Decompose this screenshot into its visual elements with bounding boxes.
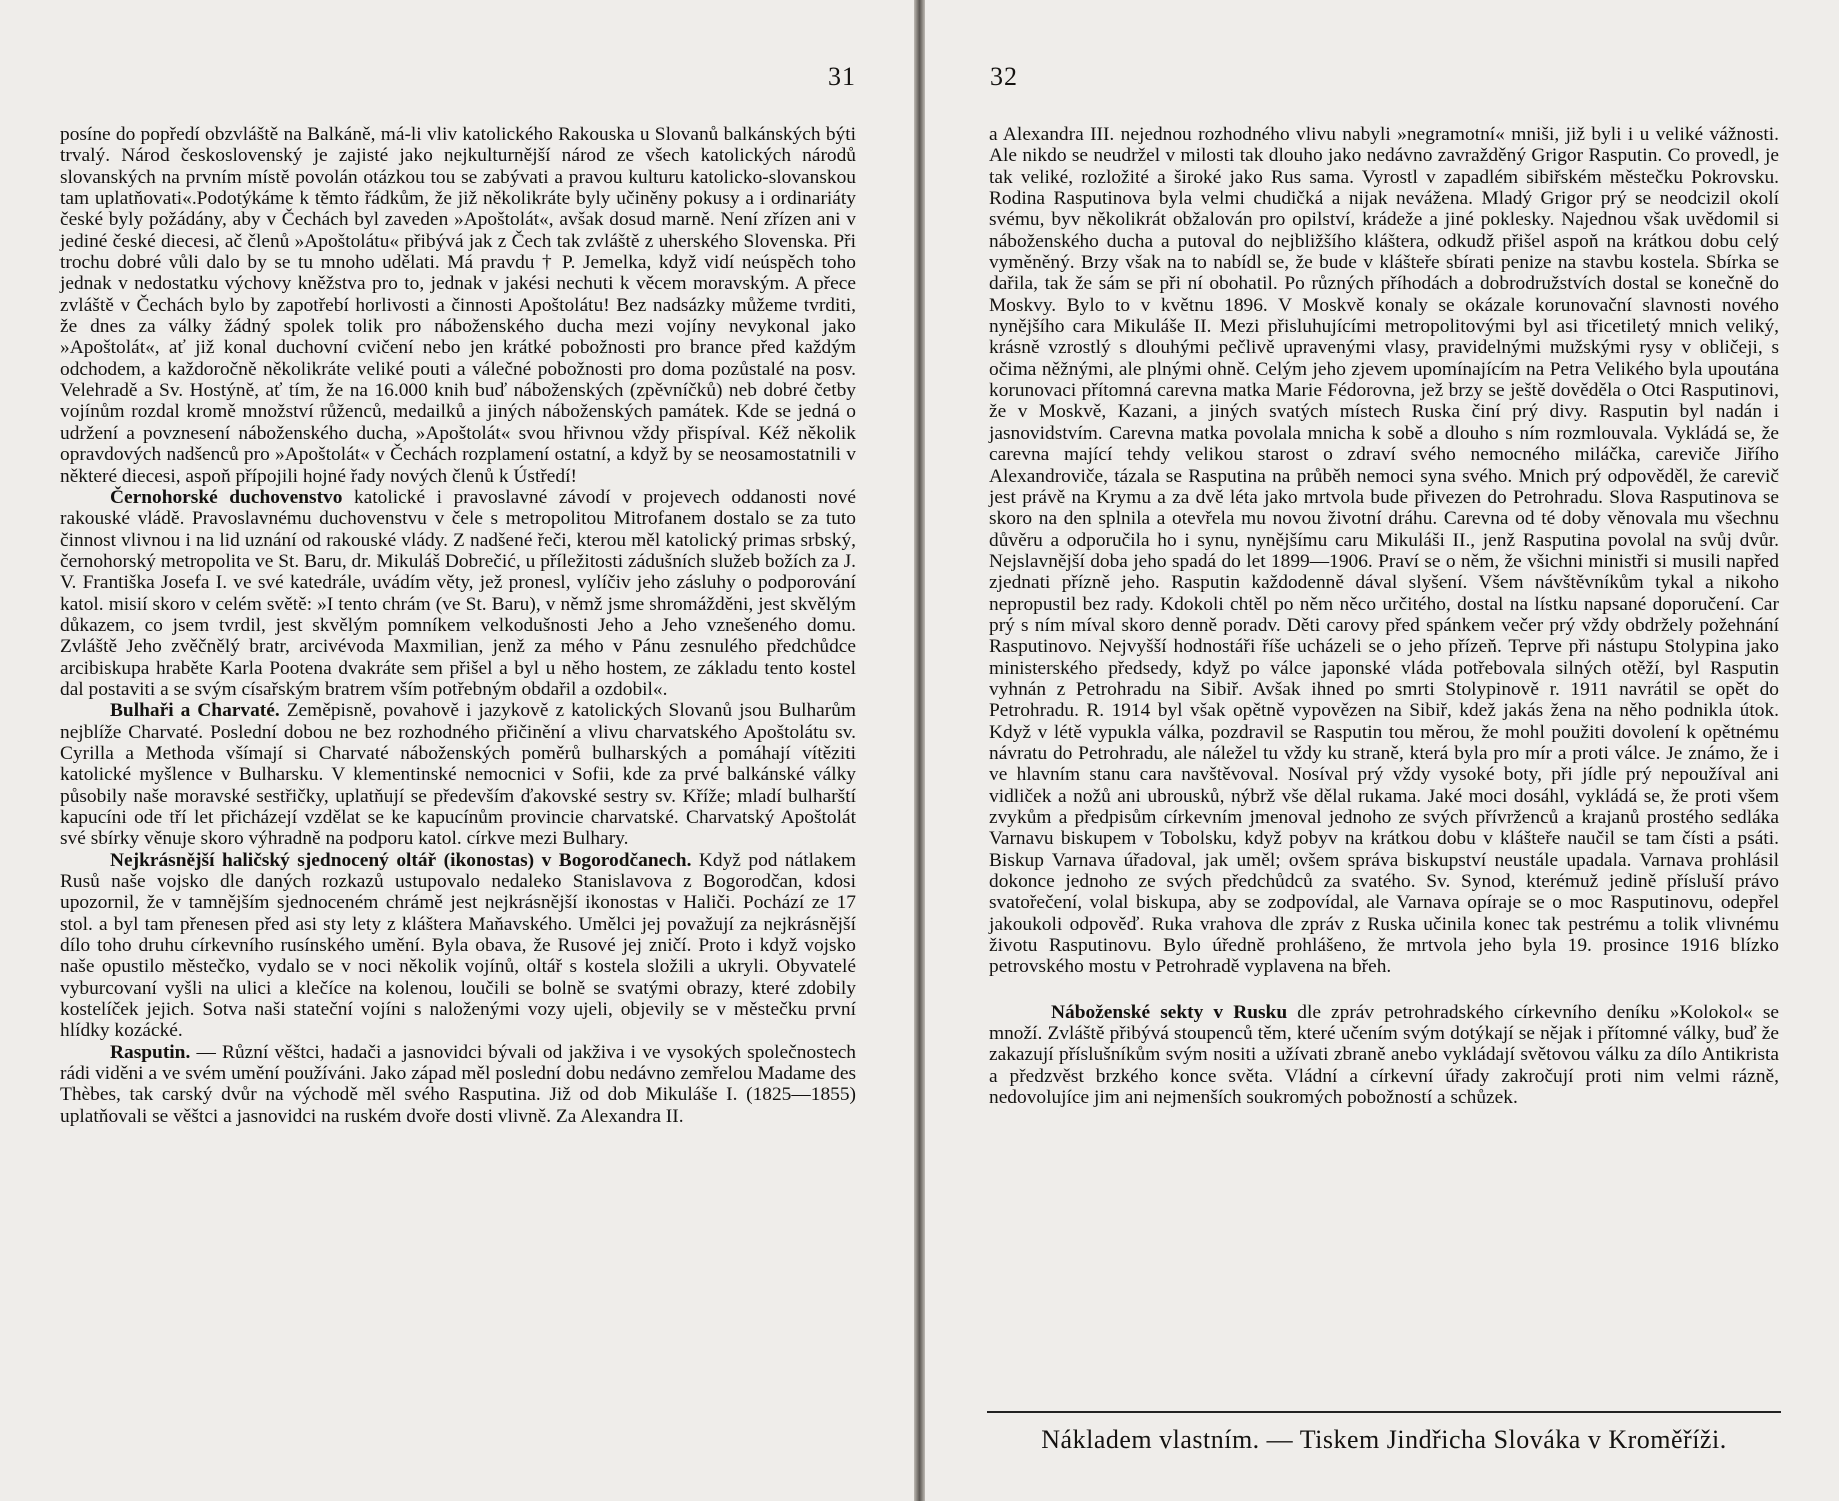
paragraph-continuation: posíne do popředí obzvláště na Balkáně, má-li vliv katolického Rakouska u Slovanů balkánských býti trvalý. Národ československý je zajisté jako nejkulturnější národ ze všech katolických národů slovanských na prvním místě povolán otázkou tou se zabývati a pravou kulturu katolicko-slovanskou tam uplatňovati«.Podotýkáme k těmto řádkům, že již několikráte byly učiněny pokusy a i ordinariáty české byly požádány, aby v Čechách byl zaveden »Apoštolát«, avšak dosud marně. Není zřízen ani v jediné české diecesi, ač členů »Apoštolátu« přibývá jak z Čech tak zvláště z uherského Slovenska. Při trochu dobré vůli dalo by se tu mnoho udělati. Má pravdu † P. Jemelka, když vidí neúspěch toho jednak v nedostatku výchovy kněžstva pro to, jednak v jakési nechuti k věcem moravským. A přece zvláště v Čechách bylo by zapotřebí horlivosti a činnosti Apoštolátu! Bez nadsázky můžeme tvrditi, že dnes za války žádný spolek tolik pro náboženského ducha mezi vojíny nevykonal jako »Apoštolát«, ať již konal duchovní cvičení nebo jen krátké pobožnosti pro brance před každým odchodem, a každoročně několikráte veliké pouti a válečné pobožnosti pro doma pozůstalé na posv. Velehradě a Sv. Hostýně, ať tím, že na 16.000 knih buď náboženských (zpěvníčků) neb dobré četby vojínům rozdal kromě množství růženců, medailků a jiných náboženských památek. Kde se jedná o udržení a povznesení náboženského ducha, »Apoštolát« svou hřivnou vždy přispíval. Kéž několik opravdových nadšenců pro »Apoštolát« v Čechách rozplamení ostatní, a když by se neosamostatnili v některé diecesi, aspoň přípojili hojné řady nových členů k Ústředí! xyxy=(60,124,856,487)
section-body: Zeměpisně, povahově i jazykově z katolických Slovanů jsou Bulharům nejblíže Charvaté. Poslední dobou ne bez rozhodného přičinění a vlivu charvatského Apoštolátu sv. Cyrilla a Methoda všímají si Charvaté náboženských poměrů bulharských a pomáhají vítěziti katolické myšlence v Bulharsku. V klementinské nemocnici v Sofii, kde za prvé balkánské války působily naše moravské sestřičky, uplatňují se především ďakovské sestry sv. Kříže; mladí bulharští kapucíni ode tří let přicházejí vzdělat se ke kapucínům provincie charvatské. Charvatský Apoštolát své sbírky věnuje skoro výhradně na podporu katol. církve mezi Bulhary. xyxy=(60,700,856,850)
section-body: — Různí věštci, hadači a jasnovidci bývali od jakživa i ve vysokých společnostech rádi viděni a ve svém umění používáni. Jako západ měl poslední dobu nedávno zemřelou Madame des Thèbes, tak carský dvůr na východě měl svého Rasputina. Již od dob Mikuláše I. (1825—1855) uplatňovali se věštci a jasnovidci na ruském dvoře dosti vlivně. Za Alexandra II. xyxy=(60,1041,856,1127)
section-heading: Náboženské sekty v Rusku xyxy=(1051,1001,1288,1023)
page-number: 31 xyxy=(828,62,856,91)
paragraph-bulgarians-croats xyxy=(60,700,856,849)
right-page xyxy=(925,0,1839,1501)
section-body: dle zpráv petrohradského církevního deníku »Kolokol« se množí. Zvláště přibývá stoupenců těm, které učením svým dotýkají se nějak i přítomné války, buď že zakazují příslušníkům svým nositi a užívati zbraně anebo vykládají světovou válku za dílo Antikrista a předzvěst brzkého konce světa. Vládní a církevní úřady zakročují proti nim velmi rázně, nedovolujíce jim ani nejmenších soukromých pobožností a schůzek. xyxy=(989,1001,1779,1109)
page-text xyxy=(989,124,1779,1108)
paragraph-religious-sects xyxy=(989,1002,1779,1109)
left-page xyxy=(0,0,914,1501)
section-body: Když pod nátlakem Rusů naše vojsko dle daných rozkazů ustupovalo nedaleko Stanislavova z Bogorodčan, kdosi upozornil, že v tamnějším sjednoceném chrámě jest nejkrásnější ikonostas v Haliči. Pochází ze 17 stol. a byl tam přenesen před asi sty lety z kláštera Maňavského. Umělci jej považují za nejkrásnější dílo toho druhu církevního rusínského umění. Byla obava, že Rusové jej zničí. Proto i když vojsko naše opustilo městečko, vydalo se v noci několik vojínů, oltář s kostela složili a ukryli. Obyvatelé vyburcovaní vyšli na ulici a klečíce na kolenou, loučili se bolně se svatými obrazy, které zdobily kostelíček jejich. Sotva naši stateční vojíni s naloženými vozy ujeli, objevily se v městečku první hlídky kozácké. xyxy=(60,849,856,1042)
section-body: katolické i pravoslavné závodí v projevech oddanosti nové rakouské vládě. Pravoslavnému duchovenstvu v čele s metropolitou Mitrofanem dostalo se za tuto činnost vlivnou i na lid uznání od rakouské vlády. Z nadšené řeči, kterou měl katolický primas srbský, černohorský metropolita ve St. Baru, dr. Mikuláš Dobrečić, u příležitosti zádušních služeb božích za J. V. Františka Josefa I. ve své katedrále, uvádím věty, jež pronesl, vylíčiv jeho zásluhy o podporování katol. misií skoro v celém světě: »I tento chrám (ve St. Baru), v němž jsme shromážděni, jest skvělým důkazem, co jsem tvrdil, jest skvělým pomníkem velkodušnosti Jeho a Jeho vznešeného domu. Zvláště Jeho zvěčnělý bratr, arcivévoda Maxmilian, jenž za mého v Pánu zesnulého předchůdce arcibiskupa hraběte Karla Pootena dvakráte sem přišel a byl u něho hostem, ze základu tento kostel dal postaviti a se svým císařským bratrem vším potřebným obdařil a ozdobil«. xyxy=(60,486,856,700)
section-heading: Rasputin. xyxy=(110,1041,191,1063)
section-heading: Černohorské duchovenstvo xyxy=(110,486,343,508)
colophon: Nákladem vlastním. — Tiskem Jindřicha Slováka v Kroměříži. xyxy=(1041,1425,1727,1454)
paragraph-rasputin xyxy=(60,1042,856,1127)
paragraph-montenegrin-clergy xyxy=(60,487,856,700)
paragraph-iconostasis xyxy=(60,850,856,1042)
page-text xyxy=(60,124,856,1127)
book-gutter xyxy=(914,0,925,1501)
section-heading: Nejkrásnější haličský sjednocený oltář (ikonostas) v Bogorodčanech. xyxy=(110,849,692,871)
paragraph-continuation: a Alexandra III. nejednou rozhodného vlivu nabyli »negramotní« mniši, již byli i u veliké vážnosti. Ale nikdo se neudržel v milosti tak dlouho jako nedávno zavražděný Grigor Rasputin. Co provedl, je tak veliké, rozložité a široké jako Rus sama. Vyrostl v zapadlém sibiřském městečku Pokrovsku. Rodina Rasputinova byla velmi chudičká a nijak nevážena. Mladý Grigor prý se neodcizil okolí svému, byv několikrát obžalován pro opilství, krádeže a jiné poklesky. Najednou však uvědomil si náboženského ducha a putoval do nejbližšího kláštera, odkudž přišel aspoň na krátkou dobu celý vyměněný. Brzy však na to nabídl se, že bude v klášteře sbírati penize na stavbu kostela. Sbírka se dařila, tak že sám se při ní obohatil. Po různých příhodách a dobrodružstvích dostal se konečně do Moskvy. Bylo to v květnu 1896. V Moskvě konaly se okázale korunovační slavnosti nového nynějšího cara Mikuláše II. Mezi přisluhujícími metropolitovými byl asi třicetiletý mnich veliký, krásně vzrostlý s dlouhými pečlivě upravenými vlasy, pravidelnými mužskými rysy v obličeji, s očima něžnými, ale plnými ohně. Celým jeho zjevem upomínajícím na Petra Velikého byla upoutána korunovaci přítomná carevna matka Marie Fédorovna, jež brzy se ještě dověděla o Otci Rasputinovi, že v Moskvě, Kazani, a jiných svatých místech Ruska činí prý divy. Rasputin byl nadán i jasnovidstvím. Carevna matka povolala mnicha k sobě a dlouho s ním rozmlouvala. Vykládá se, že carevna mající tehdy velikou starost o zdraví svého nemocného miláčka, careviče Jiřího Alexandroviče, tázala se Rasputina na průběh nemoci syna svého. Mnich prý odpověděl, že carevič jest právě na Krymu a za dvě léta jako mrtvola bude přivezen do Petrohradu. Slova Rasputinova se skoro na den splnila a otevřela mu novou životní dráhu. Carevna od té doby věnovala mu všechnu důvěru a odporučila ho i synu, nynějšímu caru Mikuláši II., jenž Rasputina povolal na svůj dvůr. Nejslavnější doba jeho spadá do let 1899—1906. Praví se o něm, že všichni ministři si musili napřed zjednati přízně jeho. Rasputin každodenně dával slyšení. Všem návštěvníkům tykal a nikoho nepropustil bez rady. Kdokoli chtěl po něm něco určitého, dostal na lístku napsané doporučení. Car prý s ním míval skoro denně poradv. Děti carovy před spánkem večer prý vždy obdržely požehnání Rasputinovo. Nejvyšší hodnostáři říše ucházeli se o jeho přízeň. Teprve při nástupu Stolypina jako ministerského předsedy, když po válce japonské vláda potřebovala silných otěží, byl Rasputin vyhnán z Petrohradu na Sibiř. Avšak ihned po smrti Stolypinově r. 1911 navrátil se opět do Petrohradu. R. 1914 byl však opětně vypovězen na Sibiř, kdež jakás žena na něho podnikla útok. Když v létě vypukla válka, pozdravil se Rasputin tou měrou, že mohl použiti dovolení k opětnému návratu do Petrohradu, ale náležel tu vždy ku straně, která byla pro mír a proti válce. Je známo, že i ve hlavním stanu cara navštěvoval. Nosíval prý vždy vysoké boty, při jídle prý nepoužíval ani vidliček a nožů ani ubrousků, nýbrž vše dělal rukama. Jaké moci dosáhl, vykládá se, že proti všem zvykům a předpisům církevním jmenoval jednoho ze svých přívrženců a krajanů prostého sedláka Varnavu biskupem v Tobolsku, když pobyv na krátkou dobu v klášteře naučil se tam čísti a psáti. Biskup Varnava úřadoval, jak uměl; ovšem správa biskupství neustále upadala. Varnava prohlásil dokonce jednoho ze svých předchůdců za svatého. Sv. Synod, kterémuž jedině přísluší právo svatořečení, volal biskupa, aby se zodpovídal, ale Varnava opíraje se o moc Rasputinovu, odepřel jakoukoli odpověď. Ruka vrahova dle zpráv z Ruska učinila konec tak pestrému a tolik vlivnému životu Rasputinovu. Bylo úředně prohlášeno, že mrtvola jeho byla 19. prosince 1916 blízko petrovského mostu v Petrohradě vyplavena na břeh. xyxy=(989,124,1779,978)
page-number: 32 xyxy=(990,62,1018,91)
colophon-divider xyxy=(987,1411,1781,1413)
section-heading: Bulhaři a Charvaté. xyxy=(110,700,280,722)
